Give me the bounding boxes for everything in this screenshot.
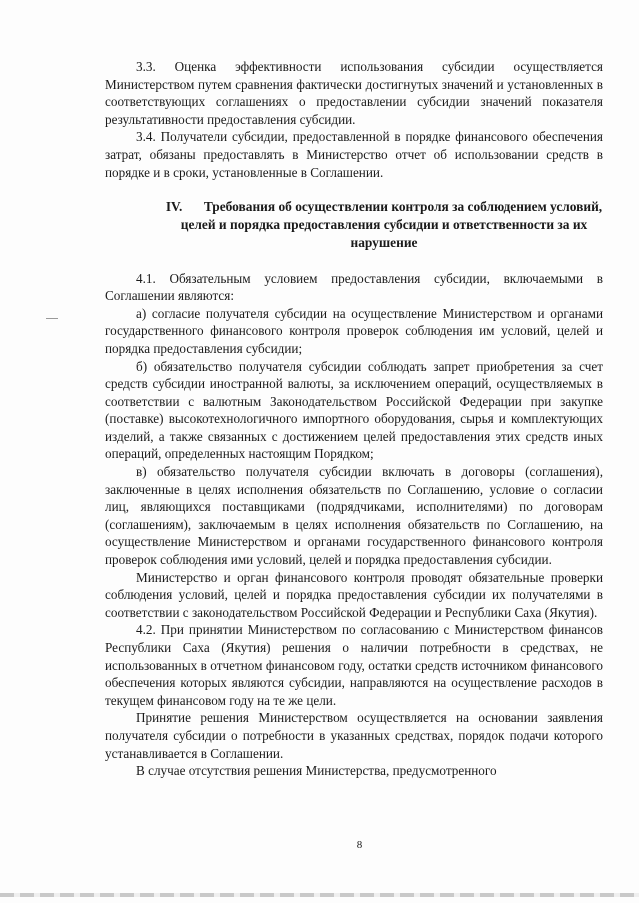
section-title: Требования об осуществлении контроля за соблюдением условий, целей и порядка предоставления субсидии и ответственности за их нарушение bbox=[180, 199, 603, 250]
paragraph-4-1-b: б) обязательство получателя субсидии соблюдать запрет приобретения за счет средств субсидии иностранной валюты, за исключением операций, осуществляемых в соответствии с валютным Законодательством Российской Федерации при закупке (поставке) высокотехнологичного импортного оборудования, сырья и комплектующих изделий, а также связанных с достижением целей предоставления этих средств иных операций, определенных настоящим Порядком; bbox=[105, 358, 603, 462]
paragraph-absence: В случае отсутствия решения Министерства, предусмотренного bbox=[136, 763, 497, 779]
section-number: IV. bbox=[165, 199, 183, 215]
paragraph-4-2: 4.2. При принятии Министерством по согласованию с Министерством финансов Республики Саха (Якутия) решения о наличии потребности в средствах, не использованных в отчетном финансовом году, остатки средств источником финансового обеспечения которых являются субсидии, направляются на осуществление расходов в текущем финансовом году на те же цели. bbox=[105, 622, 603, 708]
paragraph-3-3: 3.3. Оценка эффективности использования субсидии осуществляется Министерством путем сравнения фактически достигнутых значений и установленных в соответствующих соглашениях о предоставлении субсидии значений показателя результативности предоставления субсидии. bbox=[105, 59, 603, 127]
paragraph-decision: Принятие решения Министерством осуществляется на основании заявления получателя субсидии о потребности в указанных средствах, порядок подачи которого устанавливается в Соглашении. bbox=[105, 710, 603, 761]
scan-edge bbox=[0, 893, 639, 897]
paragraph-4-1-v: в) обязательство получателя субсидии включать в договоры (соглашения), заключенные в целях исполнения обязательств по Соглашению, условие о согласии лиц, являющихся поставщиками (подрядчиками, исполнителями) по договорам (соглашениям), заключаемым в целях исполнения обязательств по Соглашению, на осуществление Министерством и органами государственного финансового контроля проверок соблюдения ими условий, целей и порядка предоставления субсидии. bbox=[105, 464, 603, 568]
paragraph-control: Министерство и орган финансового контроля проводят обязательные проверки соблюдения условий, целей и порядка предоставления субсидии их получателями в соответствии с законодательством Российской Федерации и Республики Саха (Якутия). bbox=[105, 569, 603, 620]
document-body bbox=[105, 58, 603, 780]
section-heading bbox=[105, 198, 603, 251]
page-number: 8 bbox=[356, 839, 363, 851]
paragraph-4-1: 4.1. Обязательным условием предоставления субсидии, включаемыми в Соглашении являются: bbox=[105, 270, 603, 304]
paragraph-3-4: 3.4. Получатели субсидии, предоставленной в порядке финансового обеспечения затрат, обязаны предоставлять в Министерство отчет об использовании средств в порядке и в сроки, установленные в Соглашении. bbox=[105, 129, 603, 180]
paragraph-4-1-a: а) согласие получателя субсидии на осуществление Министерством и органами государственного финансового контроля проверок соблюдения им условий, целей и порядка предоставления субсидии; bbox=[105, 305, 603, 356]
margin-mark bbox=[46, 318, 58, 319]
